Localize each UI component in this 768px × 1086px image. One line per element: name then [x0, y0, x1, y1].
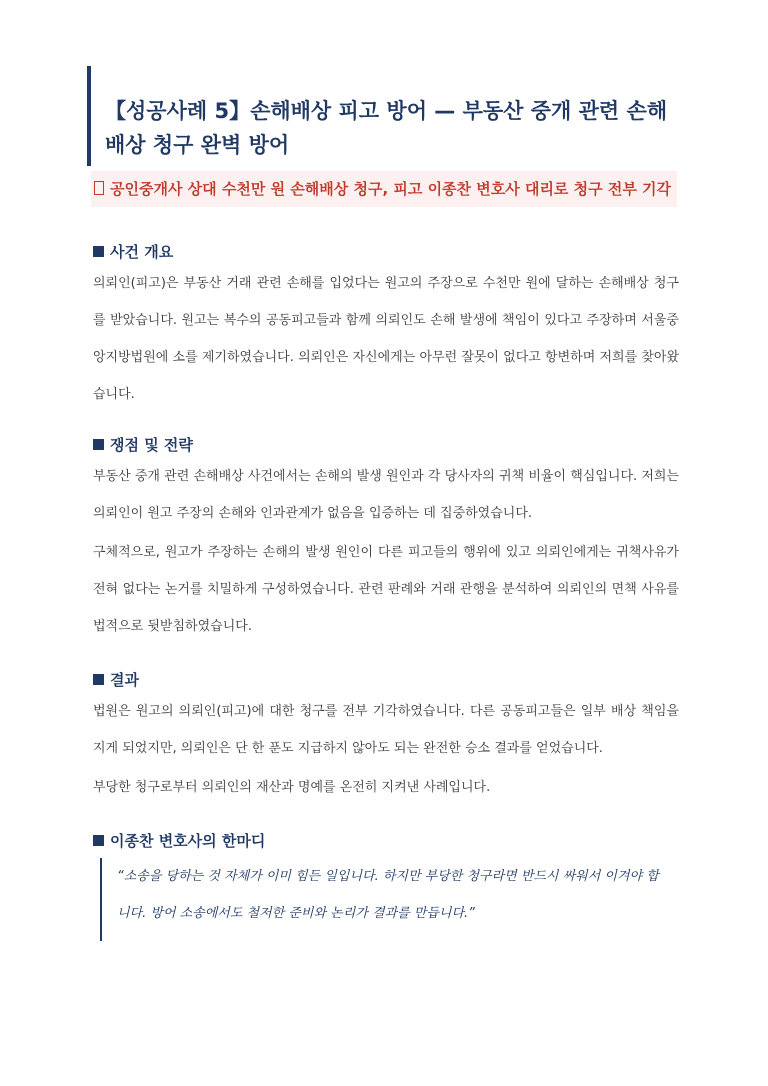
square-bullet-icon — [93, 246, 104, 257]
section-heading: 사건 개요 — [93, 241, 679, 263]
lawyer-quote: “소송을 당하는 것 자체가 이미 힘든 일입니다. 하지만 부당한 청구라면 반드시 싸워서 이겨야 합니다. 방어 소송에서도 철저한 준비와 논리가 결과를 만듭니다.” — [100, 858, 660, 941]
page-title: 【성공사례 5】손해배상 피고 방어 — 부동산 중개 관련 손해배상 청구 완벽 방어 — [105, 99, 668, 157]
section-paragraph: 부동산 중개 관련 손해배상 사건에서는 손해의 발생 원인과 각 당사자의 귀책 비율이 핵심입니다. 저희는 의뢰인이 원고 주장의 손해와 인과관계가 없음을 입증하는 데 집중하였습니다. — [93, 469, 679, 521]
placeholder-box-icon — [94, 181, 104, 195]
section-result — [93, 669, 679, 806]
section-paragraph: 부당한 청구로부터 의뢰인의 재산과 명예를 온전히 지켜낸 사례입니다. — [93, 780, 491, 795]
section-heading: 쟁점 및 전략 — [93, 434, 679, 456]
square-bullet-icon — [93, 674, 104, 685]
square-bullet-icon — [93, 439, 104, 450]
section-heading: 이종찬 변호사의 한마디 — [93, 830, 679, 852]
section-issues-strategy — [93, 434, 679, 645]
title-block — [87, 66, 677, 166]
section-paragraph: 법원은 원고의 의뢰인(피고)에 대한 청구를 전부 기각하였습니다. 다른 공동피고들은 일부 배상 책임을 지게 되었지만, 의뢰인은 단 한 푼도 지급하지 않아도 되는 완전한 승소 결과를 얻었습니다. — [93, 704, 679, 756]
highlight-box — [91, 171, 677, 207]
section-heading: 결과 — [93, 669, 679, 691]
section-lawyer-comment — [93, 830, 679, 852]
highlight-text: 공인중개사 상대 수천만 원 손해배상 청구, 피고 이종찬 변호사 대리로 청구 전부 기각 — [110, 180, 672, 198]
section-paragraph: 구체적으로, 원고가 주장하는 손해의 발생 원인이 다른 피고들의 행위에 있고 의뢰인에게는 귀책사유가 전혀 없다는 논거를 치밀하게 구성하였습니다. 관련 판례와 거래 관행을 분석하여 의뢰인의 면책 사유를 법적으로 뒷받침하였습니다. — [93, 545, 679, 634]
section-overview — [93, 241, 679, 413]
section-paragraph: 의뢰인(피고)은 부동산 거래 관련 손해를 입었다는 원고의 주장으로 수천만 원에 달하는 손해배상 청구를 받았습니다. 원고는 복수의 공동피고들과 함께 의뢰인도 손해 발생에 책임이 있다고 주장하며 서울중앙지방법원에 소를 제기하였습니다. 의뢰인은 자신에게는 아무런 잘못이 없다고 항변하며 저희를 찾아왔습니다. — [93, 276, 679, 402]
square-bullet-icon — [93, 835, 104, 846]
